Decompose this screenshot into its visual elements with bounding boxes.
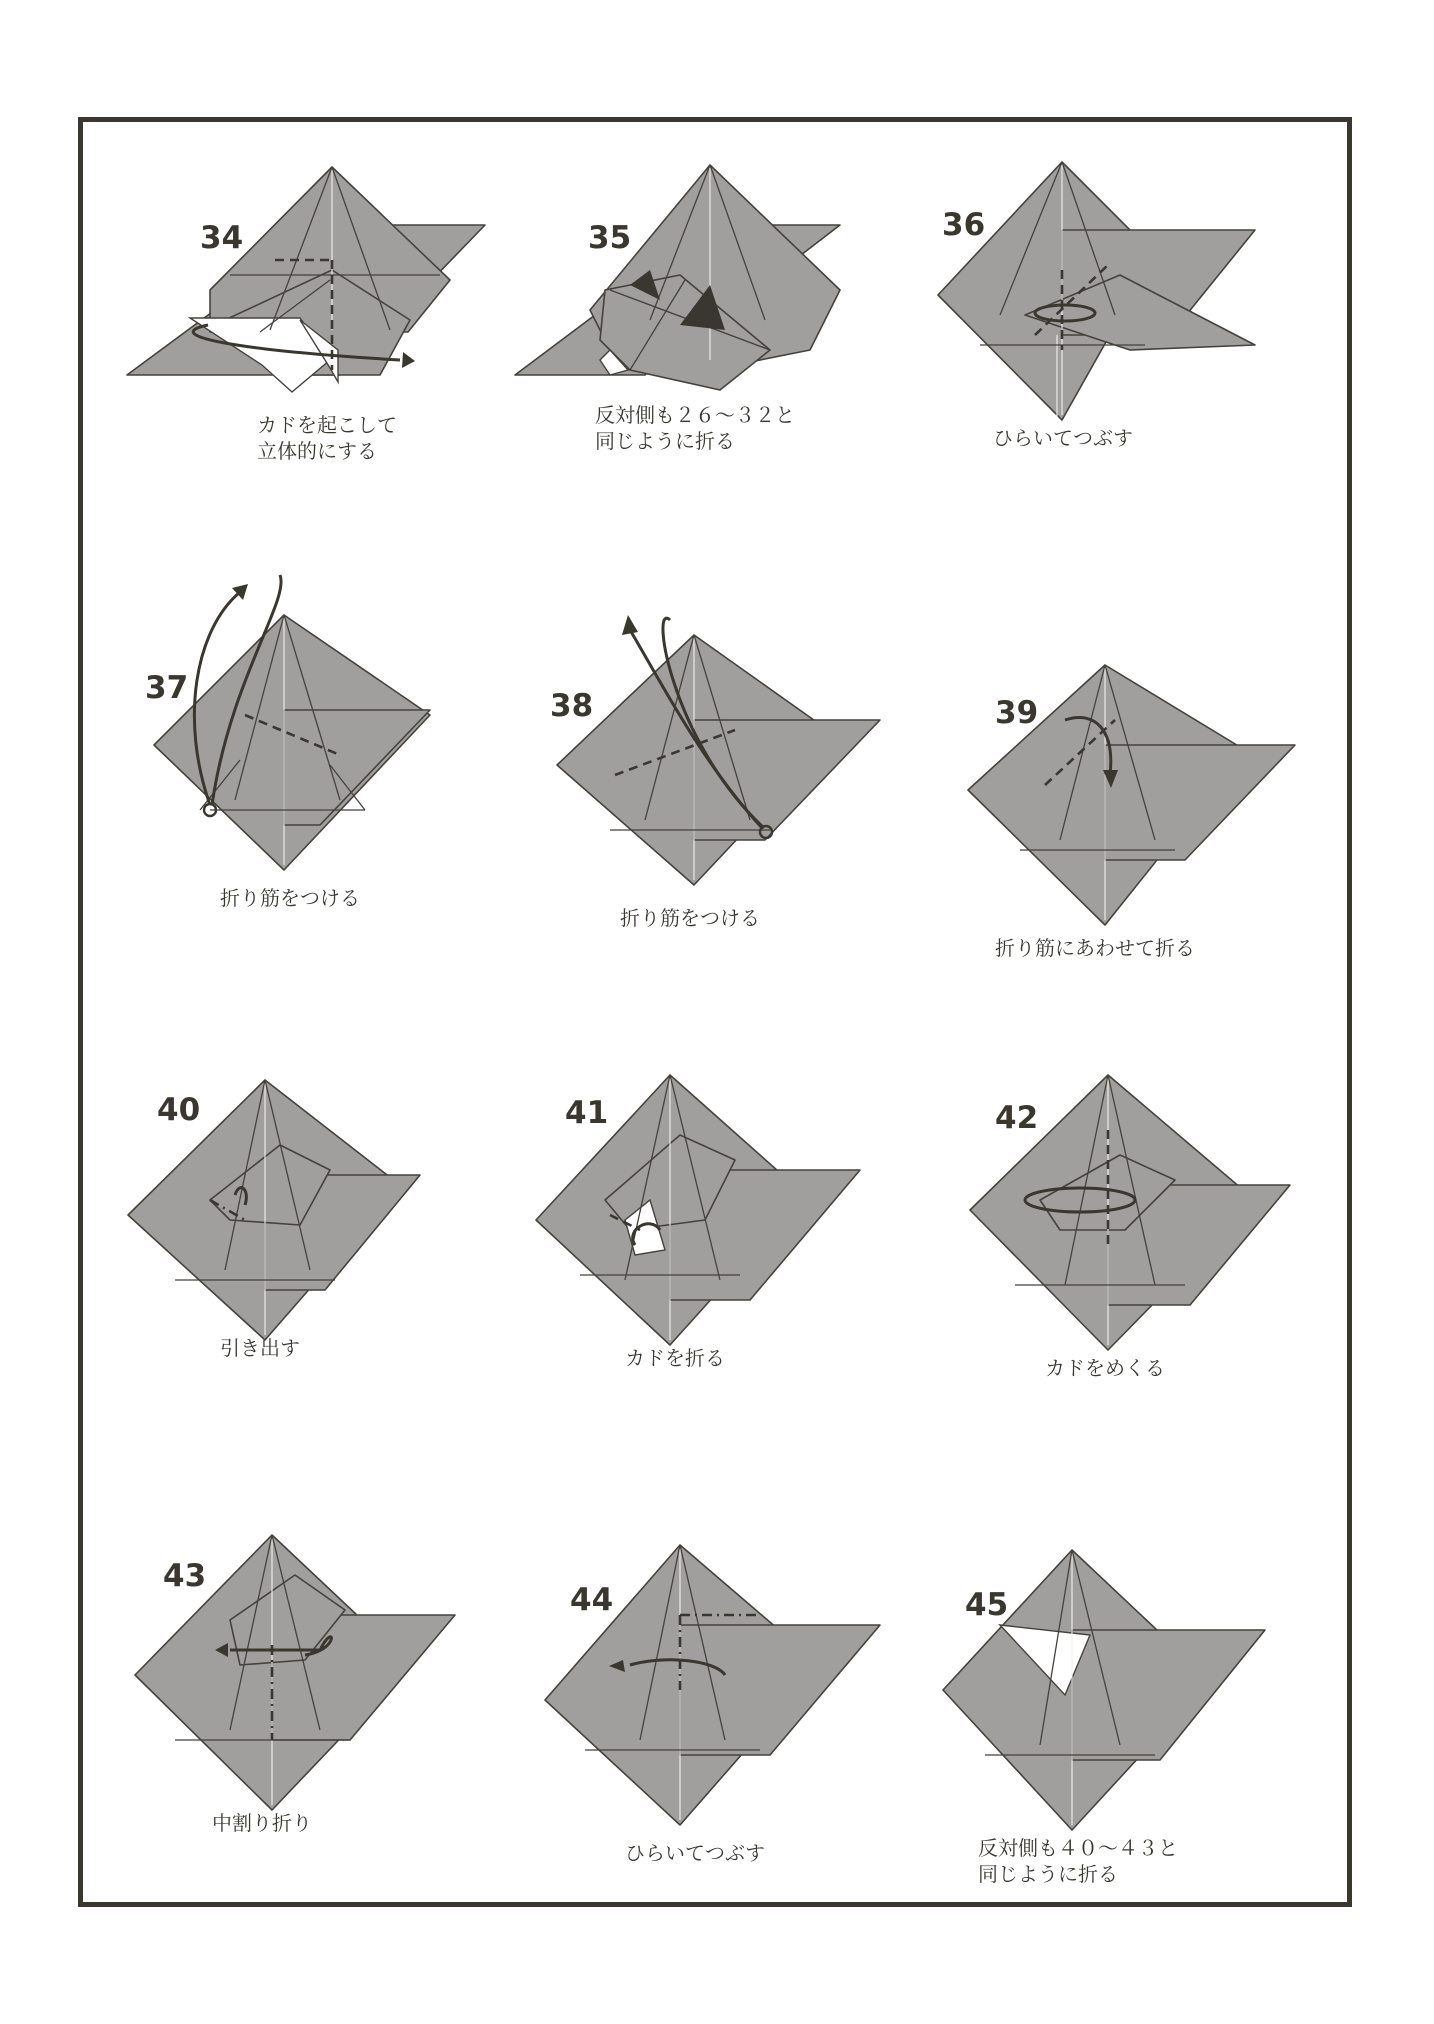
step-42 xyxy=(965,1070,1345,1410)
step-39 xyxy=(965,620,1345,960)
step-caption: 引き出す xyxy=(220,1336,300,1360)
step-44 xyxy=(545,1540,925,1880)
diagram-34 xyxy=(120,160,500,410)
step-caption: カドを起こして 立体的にする xyxy=(257,413,397,463)
diagram-39 xyxy=(965,620,1345,920)
step-43 xyxy=(130,1530,510,1870)
step-caption: カドをめくる xyxy=(1045,1356,1165,1380)
step-caption: ひらいてつぶす xyxy=(993,426,1133,450)
step-caption: 折り筋をつける xyxy=(620,906,760,930)
step-number: 34 xyxy=(200,220,244,256)
step-41 xyxy=(530,1060,910,1400)
step-35 xyxy=(510,160,890,470)
step-caption: 中割り折り xyxy=(212,1811,312,1835)
step-caption: 折り筋をつける xyxy=(220,886,360,910)
step-38 xyxy=(550,600,930,940)
step-number: 36 xyxy=(942,207,986,243)
diagram-35 xyxy=(510,160,890,410)
step-number: 37 xyxy=(145,670,189,706)
step-number: 38 xyxy=(550,688,594,724)
step-number: 45 xyxy=(965,1587,1009,1623)
step-36 xyxy=(930,155,1310,465)
step-number: 35 xyxy=(588,220,632,256)
step-number: 39 xyxy=(995,695,1039,731)
step-34 xyxy=(120,160,500,470)
step-45 xyxy=(940,1545,1320,1885)
step-number: 42 xyxy=(995,1100,1039,1136)
diagram-36 xyxy=(930,155,1310,425)
step-caption: ひらいてつぶす xyxy=(625,1841,765,1865)
step-caption: 反対側も２６〜３２と 同じように折る xyxy=(595,403,795,453)
diagram-37 xyxy=(140,580,520,880)
step-caption: カドを折る xyxy=(625,1346,725,1370)
step-number: 40 xyxy=(157,1092,201,1128)
step-number: 44 xyxy=(570,1582,614,1618)
diagram-38 xyxy=(550,600,930,900)
step-number: 41 xyxy=(565,1095,609,1131)
step-number: 43 xyxy=(163,1558,207,1594)
step-40 xyxy=(125,1050,505,1390)
step-caption: 折り筋にあわせて折る xyxy=(995,936,1195,960)
step-37 xyxy=(140,580,520,920)
step-caption: 反対側も４０〜４３と 同じように折る xyxy=(978,1836,1178,1886)
